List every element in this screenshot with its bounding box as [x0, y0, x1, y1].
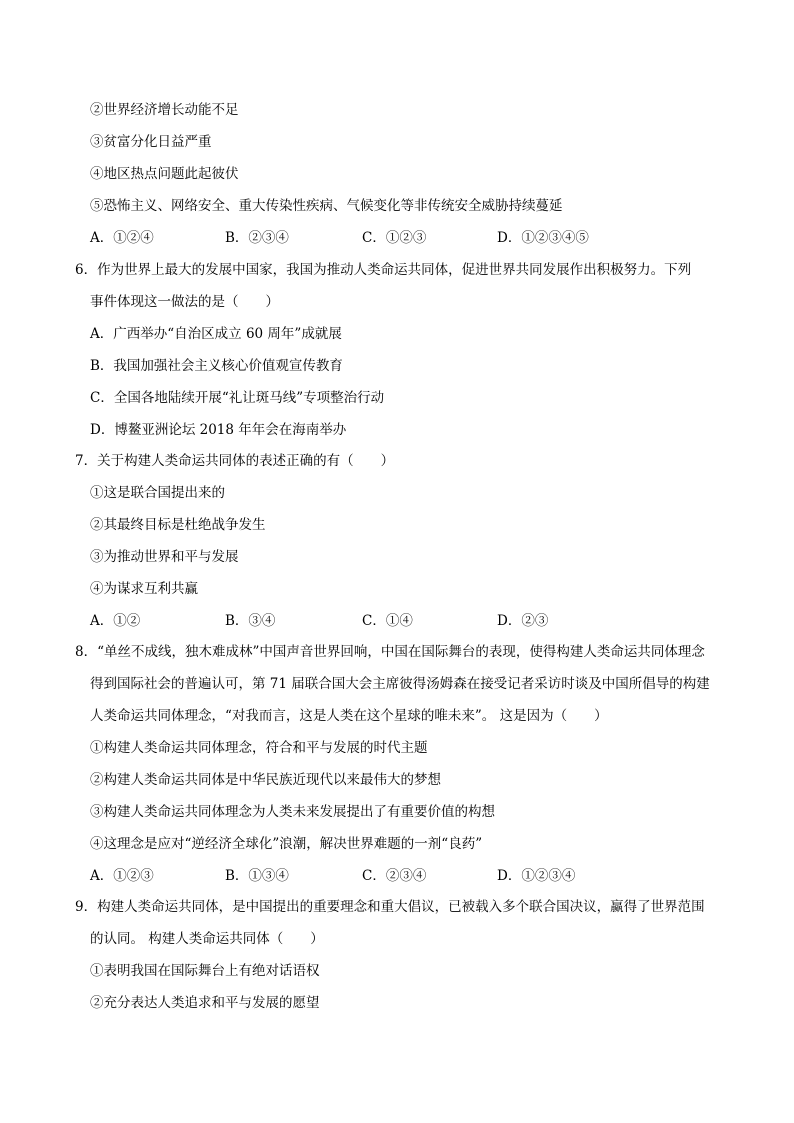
q6-option-c[interactable]: C．全国各地陆续开展“礼让斑马线”专项整治行动 — [90, 390, 385, 406]
q5-option-d[interactable]: D．①②③④⑤ — [497, 230, 589, 246]
q8-stem-line3: 人类命运共同体理念，“对我而言，这是人类在这个星球的唯未来”。 这是因为（ ） — [90, 708, 608, 724]
q8-option-a[interactable]: A．①②③ — [90, 868, 154, 884]
q8-stem-line1: 8．“单丝不成线，独木难成林”中国声音世界回响，中国在国际舞台的表现，使得构建人类命运共同体理念 — [75, 644, 705, 660]
q7-item-4: ④为谋求互利共赢 — [90, 581, 198, 597]
q5-item-4: ④地区热点问题此起彼伏 — [90, 166, 239, 182]
q7-stem: 7．关于构建人类命运共同体的表述正确的有（ ） — [75, 453, 395, 469]
q7-option-b[interactable]: B．③④ — [225, 613, 276, 629]
q7-options — [90, 612, 650, 630]
q7-item-1: ①这是联合国提出来的 — [90, 485, 225, 501]
q9-item-1: ①表明我国在国际舞台上有绝对话语权 — [90, 963, 320, 979]
q8-options — [90, 867, 650, 885]
q5-options — [90, 229, 650, 247]
q9-stem-line1: 9．构建人类命运共同体，是中国提出的重要理念和重大倡议，已被载入多个联合国决议，赢得了世界范围 — [75, 899, 705, 915]
q7-item-2: ②其最终目标是杜绝战争发生 — [90, 517, 266, 533]
q8-option-d[interactable]: D．①②③④ — [497, 868, 576, 884]
q7-item-3: ③为推动世界和平与发展 — [90, 549, 239, 565]
q7-option-c[interactable]: C．①④ — [362, 613, 413, 629]
q8-item-4: ④这理念是应对“逆经济全球化”浪潮，解决世界难题的一剂“良药” — [90, 836, 483, 852]
q8-stem-line2: 得到国际社会的普遍认可，第 71 届联合国大会主席彼得汤姆森在接受记者采访时谈及中国所倡导的构建 — [90, 676, 710, 692]
q9-stem-line2: 的认同。 构建人类命运共同体（ ） — [90, 931, 324, 947]
q6-option-d[interactable]: D．博鳌亚洲论坛 2018 年年会在海南举办 — [90, 422, 347, 438]
q5-item-5: ⑤恐怖主义、网络安全、重大传染性疾病、气候变化等非传统安全威胁持续蔓延 — [90, 198, 563, 214]
q5-item-3: ③贫富分化日益严重 — [90, 134, 212, 150]
q8-option-b[interactable]: B．①③④ — [225, 868, 289, 884]
q5-option-c[interactable]: C．①②③ — [362, 230, 427, 246]
q8-item-2: ②构建人类命运共同体是中华民族近现代以来最伟大的梦想 — [90, 772, 441, 788]
q6-option-b[interactable]: B．我国加强社会主义核心价值观宣传教育 — [90, 358, 343, 374]
q5-option-a[interactable]: A．①②④ — [90, 230, 154, 246]
q5-item-2: ②世界经济增长动能不足 — [90, 102, 239, 118]
q9-item-2: ②充分表达人类追求和平与发展的愿望 — [90, 995, 320, 1011]
q6-option-a[interactable]: A．广西举办“自治区成立 60 周年”成就展 — [90, 326, 342, 342]
q5-option-b[interactable]: B．②③④ — [225, 230, 289, 246]
q8-option-c[interactable]: C．②③④ — [362, 868, 427, 884]
q8-item-3: ③构建人类命运共同体理念为人类未来发展提出了有重要价值的构想 — [90, 804, 495, 820]
q7-option-d[interactable]: D．②③ — [497, 613, 549, 629]
q6-stem-line2: 事件体现这一做法的是（ ） — [90, 294, 279, 310]
q7-option-a[interactable]: A．①② — [90, 613, 141, 629]
q8-item-1: ①构建人类命运共同体理念，符合和平与发展的时代主题 — [90, 740, 428, 756]
q6-stem-line1: 6．作为世界上最大的发展中国家，我国为推动人类命运共同体，促进世界共同发展作出积极努力。下列 — [75, 262, 692, 278]
